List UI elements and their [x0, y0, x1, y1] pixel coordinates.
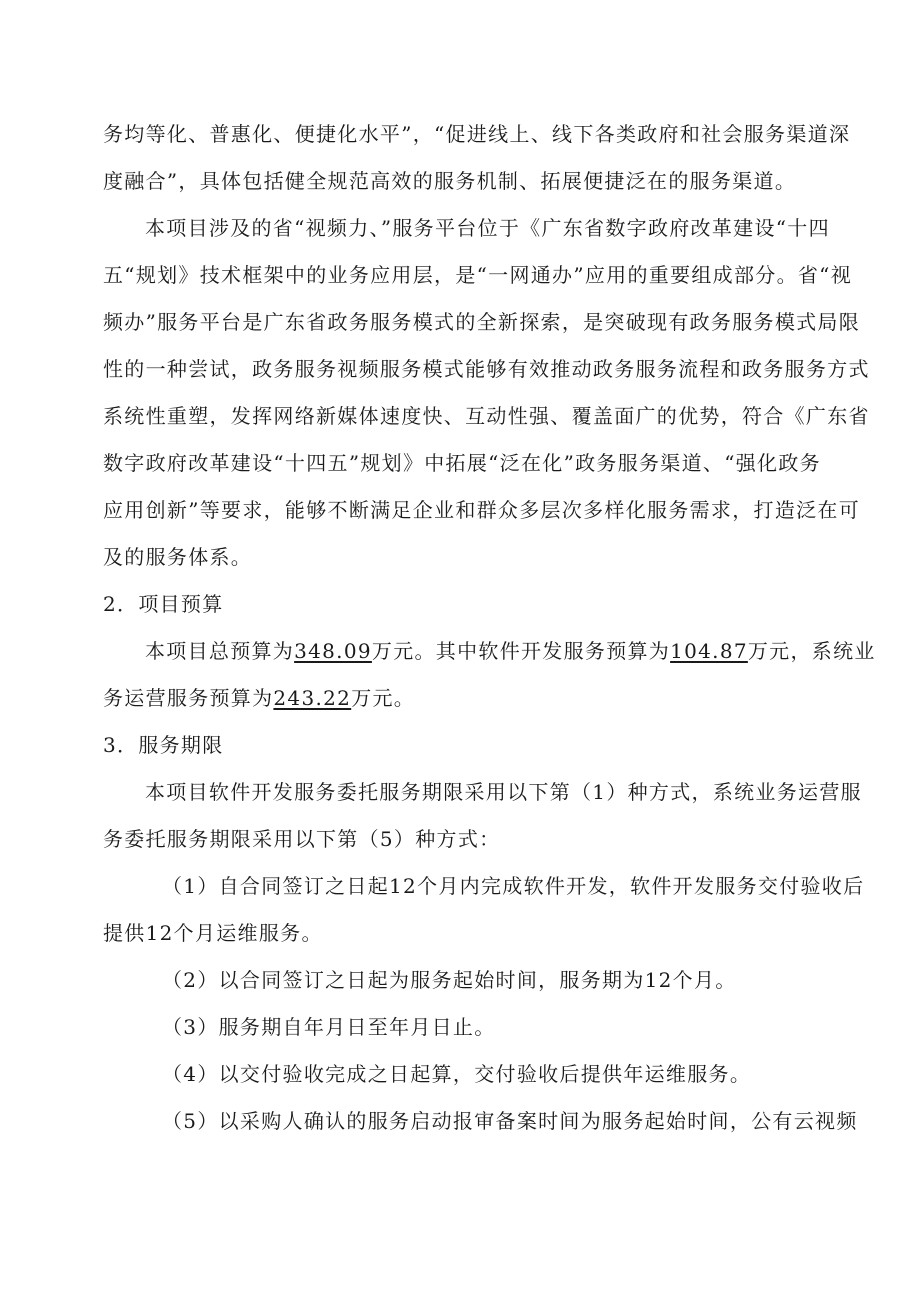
paragraph-1-line-1: 务均等化、普惠化、便捷化水平”，“促进线上、线下各类政府和社会服务渠道深: [103, 122, 851, 146]
budget-line-1: [0, 637, 920, 665]
option-1-line-2: 提供12个月运维服务。: [103, 921, 323, 945]
budget-text-b: 万元。其中软件开发服务预算为: [371, 639, 671, 663]
operation-budget-value: 243.22: [273, 686, 352, 710]
budget-text-a: 本项目总预算为: [145, 639, 295, 663]
option-4: （4）以交付验收完成之日起算，交付验收后提供年运维服务。: [162, 1062, 752, 1086]
option-5: （5）以采购人确认的服务启动报审备案时间为服务起始时间，公有云视频: [162, 1109, 858, 1133]
service-period-intro-line-1: 本项目软件开发服务委托服务期限采用以下第（1）种方式，系统业务运营服: [145, 780, 862, 804]
option-3: （3）服务期自年月日至年月日止。: [162, 1015, 496, 1039]
paragraph-2-line-5: 系统性重塑，发挥网络新媒体速度快、互动性强、覆盖面广的优势，符合《广东省: [103, 404, 870, 428]
paragraph-2-line-4: 性的一种尝试，政务服务视频服务模式能够有效推动政务服务流程和政务服务方式: [103, 357, 870, 381]
paragraph-2-line-6: 数字政府改革建设“十四五”规划》中拓展“泛在化”政务服务渠道、“强化政务: [103, 451, 821, 475]
budget-line-2: [0, 684, 920, 712]
total-budget-value: 348.09: [294, 639, 372, 663]
service-period-intro-line-2: 务委托服务期限采用以下第（5）种方式：: [103, 827, 501, 851]
option-1-line-1: （1）自合同签订之日起12个月内完成软件开发，软件开发服务交付验收后: [162, 874, 865, 898]
paragraph-2-line-2: 五“规划》技术框架中的业务应用层，是“一网通办”应用的重要组成部分。省“视: [103, 263, 852, 287]
section-2-heading: 2．项目预算: [103, 592, 224, 616]
paragraph-2-line-1: 本项目涉及的省“视频力、”服务平台位于《广东省数字政府改革建设“十四: [145, 216, 830, 240]
paragraph-1-line-2: 度融合”，具体包括健全规范高效的服务机制、拓展便捷泛在的服务渠道。: [103, 169, 797, 193]
budget-text-e: 万元。: [351, 686, 416, 710]
paragraph-2-line-8: 及的服务体系。: [103, 545, 253, 569]
budget-text-d: 务运营服务预算为: [103, 686, 274, 710]
section-3-heading: 3．服务期限: [103, 733, 224, 757]
paragraph-2-line-7: 应用创新”等要求，能够不断满足企业和群众多层次多样化服务需求，打造泛在可: [103, 498, 861, 522]
software-budget-value: 104.87: [670, 639, 748, 663]
budget-text-c: 万元，系统业: [747, 639, 876, 663]
option-2: （2）以合同签订之日起为服务起始时间，服务期为12个月。: [162, 968, 737, 992]
paragraph-2-line-3: 频办”服务平台是广东省政务服务模式的全新探索，是突破现有政务服务模式局限: [103, 310, 861, 334]
